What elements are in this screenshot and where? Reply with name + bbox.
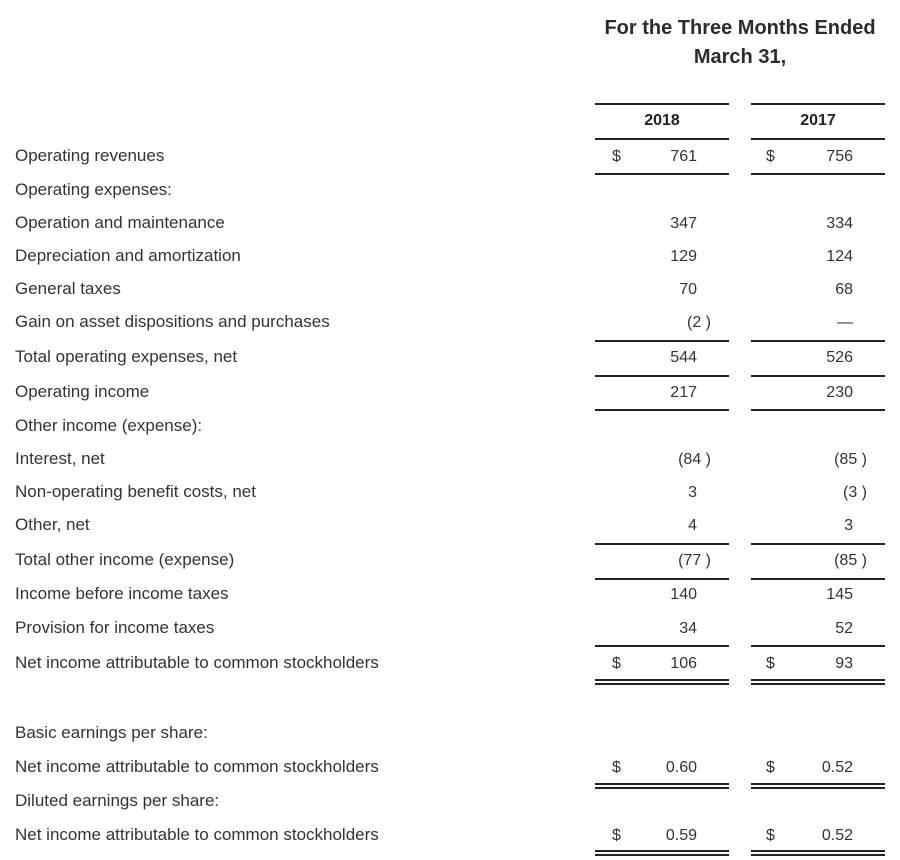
section-label: Operating expenses: [15,180,172,199]
value-2017: 0.52 [821,827,853,844]
double-rule [595,783,729,785]
value-2018: 544 [670,349,697,366]
value-2017: (3 ) [843,484,867,501]
row-label: Total operating expenses, net [15,347,238,366]
value-2017: 3 [844,517,853,534]
row-label: Interest, net [15,449,105,468]
value-2017: (85 ) [834,451,867,468]
value-2017: 526 [826,349,853,366]
double-rule [751,783,885,785]
row-label: Operating revenues [15,146,165,165]
value-2018: 4 [688,517,697,534]
row-label: Gain on asset dispositions and purchases [15,312,330,331]
value-2017: (85 ) [834,552,867,569]
rule [595,645,729,647]
value-2017: 756 [826,148,853,165]
value-2018: 34 [679,620,697,637]
currency-symbol: $ [612,655,621,672]
double-rule [595,683,729,685]
section-label: Other income (expense): [15,416,203,435]
rule [595,578,729,580]
rule [751,578,885,580]
value-2018: 3 [688,484,697,501]
double-rule [595,850,729,852]
rule [751,409,885,411]
currency-symbol: $ [612,148,621,165]
currency-symbol: $ [612,827,621,844]
row-label: Provision for income taxes [15,618,215,637]
double-rule [751,854,885,856]
rule [595,543,729,545]
double-rule [751,850,885,852]
value-2017: 0.52 [821,759,853,776]
rule [751,645,885,647]
value-2018: 347 [670,215,697,232]
value-2017: 124 [826,248,853,265]
double-rule [751,787,885,789]
header-line-2: March 31, [693,46,787,68]
year-2017: 2017 [800,112,836,129]
value-2018: 106 [670,655,697,672]
value-2017: 230 [826,384,853,401]
year-2018: 2018 [644,112,680,129]
rule [595,173,729,175]
value-2018: 0.59 [665,827,697,844]
rule [595,340,729,342]
row-label: Other, net [15,515,90,534]
currency-symbol: $ [766,148,775,165]
double-rule [751,683,885,685]
section-label: Basic earnings per share: [15,723,208,742]
row-label: Operating income [15,382,150,401]
row-label: Non-operating benefit costs, net [15,482,256,501]
section-label: Diluted earnings per share: [15,791,220,810]
value-2018: 140 [670,586,697,603]
value-2017: 93 [835,655,853,672]
double-rule [595,787,729,789]
currency-symbol: $ [766,827,775,844]
value-2017: 68 [835,281,853,298]
value-2018: (2 ) [687,314,711,331]
row-label: Income before income taxes [15,584,229,603]
value-2017: 52 [835,620,853,637]
value-2017: 334 [826,215,853,232]
value-2017: — [837,314,853,331]
rule [751,375,885,377]
value-2018: 217 [670,384,697,401]
rule [751,173,885,175]
row-label: Operation and maintenance [15,213,225,232]
double-rule [595,854,729,856]
value-2017: 145 [826,586,853,603]
rule [751,543,885,545]
header-line-1: For the Three Months Ended [604,17,876,39]
rule-top-2017 [751,103,885,105]
value-2018: 129 [670,248,697,265]
value-2018: 0.60 [665,759,697,776]
row-label: Total other income (expense) [15,550,235,569]
currency-symbol: $ [612,759,621,776]
currency-symbol: $ [766,655,775,672]
row-label: General taxes [15,279,121,298]
value-2018: (84 ) [678,451,711,468]
rule [751,340,885,342]
currency-symbol: $ [766,759,775,776]
rule [595,375,729,377]
rule-top-2018 [595,103,729,105]
value-2018: 70 [679,281,697,298]
row-label: Net income attributable to common stockholders [15,653,379,672]
row-label: Net income attributable to common stockholders [15,825,379,844]
rule-year-2017 [751,138,885,140]
rule-year-2018 [595,138,729,140]
rule [595,409,729,411]
value-2018: 761 [670,148,697,165]
row-label: Net income attributable to common stockholders [15,757,379,776]
value-2018: (77 ) [678,552,711,569]
double-rule [595,679,729,681]
column-group-header [595,14,885,72]
double-rule [751,679,885,681]
row-label: Depreciation and amortization [15,246,241,265]
